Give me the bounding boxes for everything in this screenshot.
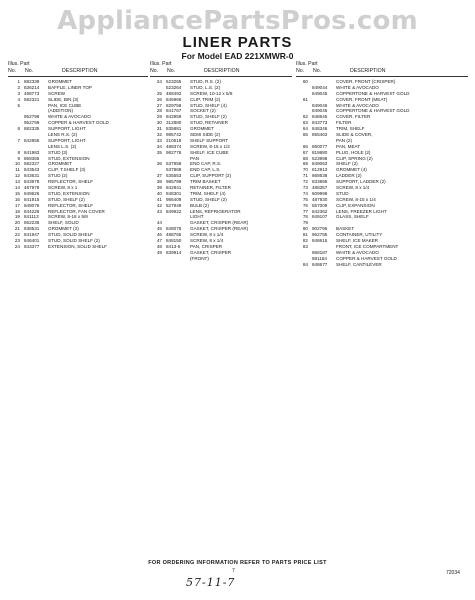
part-number: 848677	[312, 261, 328, 267]
illus-number: 46	[156, 232, 162, 238]
part-number: 838531	[24, 226, 40, 232]
part-description: STUD, L.S. (2)	[190, 84, 221, 90]
parts-column-3	[296, 60, 468, 268]
part-description: LIGHT	[190, 214, 204, 220]
part-number: 312880	[166, 120, 182, 126]
illus-number: 9	[17, 155, 20, 161]
part-number: 842362	[312, 208, 328, 214]
illus-number: 64	[302, 126, 308, 132]
part-description: GROMMET (2)	[48, 226, 79, 232]
illus-number: 63	[302, 120, 308, 126]
illus-number: 47	[156, 238, 162, 244]
part-number: 829758	[166, 102, 182, 108]
part-number: 848150	[166, 238, 182, 244]
illus-number: 67	[302, 149, 308, 155]
part-number: 523265	[166, 79, 182, 84]
part-number: 835881	[166, 126, 182, 132]
part-number: 843773	[312, 120, 328, 126]
part-number: 860077	[312, 143, 328, 149]
part-number: 812913	[312, 167, 328, 173]
part-description: STUD, SHELF (2)	[190, 114, 227, 120]
illus-number: 32	[156, 132, 162, 138]
illus-number: 20	[14, 220, 20, 226]
model-subtitle: For Model EAD 221XMWR-0	[181, 51, 294, 61]
part-description: SCREW, 8 x 1/4	[336, 185, 370, 191]
part-number: 488357	[312, 185, 328, 191]
part-number: 846401	[24, 238, 40, 244]
illus-number: 38	[156, 179, 162, 185]
illus-number: 33	[156, 137, 162, 143]
parts-list	[296, 79, 468, 268]
part-number: 488765	[166, 232, 182, 238]
part-number: 841113	[24, 214, 39, 220]
part-description: STUD (2)	[48, 173, 68, 179]
header-illus-part: Illus. Part	[150, 61, 172, 67]
part-description: SCREW, 8-15 x 1/4	[336, 196, 376, 202]
part-description: STUD, RETAINER	[190, 120, 228, 126]
table-row	[150, 256, 292, 262]
part-number: 848346	[312, 126, 328, 132]
illus-number: 23	[14, 238, 20, 244]
illus-number: 65	[302, 132, 308, 138]
column-header	[296, 60, 468, 77]
part-number: 523264	[166, 84, 182, 90]
parts-column-1	[8, 60, 148, 250]
header-description: DESCRIPTION	[350, 68, 386, 74]
illus-number: 37	[156, 173, 162, 179]
part-number: 849626	[24, 190, 40, 196]
part-description: GASKET, CRISPER	[190, 249, 232, 255]
table-row	[296, 262, 468, 268]
part-description: GROMMET (4)	[336, 167, 367, 173]
part-number: 843631	[24, 173, 40, 179]
parts-column-2	[150, 60, 292, 262]
part-description: END CAP, L.S.	[190, 167, 221, 173]
part-number: 869365	[24, 155, 40, 161]
part-description: PAN, CRISPER	[190, 243, 223, 249]
part-description: STUD, SHELF (2)	[48, 196, 85, 202]
part-description: STUD	[336, 190, 349, 196]
part-description: GASKET, CRISPER (REAR)	[190, 226, 249, 232]
part-description: CLIP, SUPPORT (2)	[190, 173, 232, 179]
part-number: 882339	[24, 79, 40, 84]
part-description: TRIM BASKET	[190, 179, 221, 185]
illus-number	[150, 256, 166, 262]
part-description: REFLECTOR, SHELF	[48, 179, 94, 185]
part-number: 868187	[312, 249, 328, 255]
part-number: 962785	[312, 232, 328, 238]
illus-number: 70	[302, 167, 308, 173]
part-number: 841915	[24, 196, 40, 202]
part-number: 839914	[166, 249, 182, 255]
part-number: 982776	[166, 149, 182, 155]
illus-number: 25	[156, 90, 162, 96]
illus-number: 84	[302, 261, 308, 267]
illus-number: 10	[14, 161, 20, 167]
part-description: LENS R.S. (2)	[48, 132, 78, 138]
header-illus-part: Illus. Part	[296, 61, 318, 67]
part-number: 952799	[24, 120, 40, 126]
part-number: 882335	[24, 126, 40, 132]
handwritten-note: 57-11-7	[186, 576, 236, 589]
illus-number: 80	[302, 226, 308, 232]
part-description: SHELF (2)	[336, 161, 358, 167]
part-description: SCREW, 8 x 1/4	[190, 232, 224, 238]
part-description: SHELF SUPPORT	[190, 137, 229, 143]
illus-number: 45	[156, 226, 162, 232]
part-description: REFLECTOR, FAN COVER	[48, 208, 105, 214]
part-description: FILTER	[336, 120, 352, 126]
part-description: CLIP, EXPANSION	[336, 202, 375, 208]
illus-number: 5	[17, 102, 20, 108]
part-description: BAFFLE, LINER TOP	[48, 84, 92, 90]
part-number: 535553	[166, 173, 182, 179]
part-number: 849922	[166, 208, 182, 214]
part-description: COPPER & HARVEST GOLD	[48, 120, 109, 126]
document-code: 72034	[446, 570, 460, 576]
illus-number: 8	[17, 149, 20, 155]
illus-number: 16	[14, 196, 20, 202]
part-description: STUD, SHELF (2)	[190, 196, 227, 202]
part-number: 845966	[166, 96, 182, 102]
part-description: FRONT, ICE COMPARTMENT	[336, 243, 399, 249]
part-description: WHITE & AVOCADO	[336, 102, 379, 108]
header-part-no: No.	[25, 68, 34, 74]
illus-number: 13	[14, 179, 20, 185]
part-description: LENS, FREEZER LIGHT	[336, 208, 387, 214]
illus-number: 24	[14, 243, 20, 249]
part-number: 582327	[24, 161, 40, 167]
part-description: SHELF, CANTILEVER	[336, 261, 382, 267]
illus-number: 66	[302, 143, 308, 149]
header-illus-part: Illus. Part	[8, 61, 30, 67]
part-description: GLASS, SHELF	[336, 214, 369, 220]
part-description: BASKET	[336, 226, 355, 232]
illus-number: 7	[17, 137, 20, 143]
part-number: 488492	[166, 90, 182, 96]
part-number: 8413-5	[166, 243, 181, 249]
illus-number: 26	[156, 96, 162, 102]
part-description: STUD, SOLID SHELF	[48, 232, 93, 238]
illus-number: 82	[302, 238, 308, 244]
part-number: 498773	[24, 90, 40, 96]
part-number: 843377	[24, 243, 40, 249]
part-description: PAN, ICE CUBE	[48, 102, 82, 108]
part-description: LENS L.S. (2)	[48, 143, 77, 149]
part-description: SCREW, 8 x 1/4	[190, 238, 224, 244]
illus-number: 2	[17, 84, 20, 90]
part-number: 848076	[166, 226, 182, 232]
header-no: No.	[296, 68, 305, 74]
illus-number: 22	[14, 232, 20, 238]
table-row	[8, 244, 148, 250]
part-description: PAN, MEAT	[336, 143, 361, 149]
part-description: STUD, EXTENSION	[48, 190, 90, 196]
part-number: 841767	[166, 108, 182, 114]
illus-number: 77	[302, 208, 308, 214]
part-description: SEMI SIDE (2)	[190, 132, 221, 138]
part-number: 833895	[312, 179, 328, 185]
illus-number: 27	[156, 102, 162, 108]
part-description: CONTAINER, UTILITY	[336, 232, 383, 238]
parts-list	[8, 79, 148, 250]
part-description: COVER, FILTER	[336, 114, 371, 120]
part-description: WHITE & AVOCADO	[336, 249, 379, 255]
illus-number: 21	[14, 226, 20, 232]
part-number: 862235	[24, 220, 40, 226]
part-description: SHELF, ICE CUBE	[190, 149, 229, 155]
part-description: SUPPORT, LIGHT	[48, 126, 86, 132]
part-number: 849063	[312, 161, 328, 167]
illus-number: 18	[14, 208, 20, 214]
part-description: COPPERTONE & HARVEST GOLD	[336, 90, 410, 96]
part-number	[166, 256, 190, 262]
part-number: 849045	[312, 90, 328, 96]
column-header	[8, 60, 148, 77]
part-description: END CAP, R.S.	[190, 161, 222, 167]
part-number: 985799	[166, 179, 182, 185]
part-description: WHITE & AVOCADO	[336, 84, 379, 90]
part-number: 843978	[24, 179, 40, 185]
illus-number: 75	[302, 196, 308, 202]
illus-number: 73	[302, 185, 308, 191]
part-number: 849046	[312, 102, 328, 108]
part-number: 849045	[312, 108, 328, 114]
part-description: REFLECTOR, SHELF	[48, 202, 94, 208]
part-description: GROMMET	[48, 79, 72, 84]
illus-number: 1	[17, 79, 20, 84]
part-description: TRIM, SHELF (4)	[190, 190, 226, 196]
part-number: 848645	[312, 114, 328, 120]
illus-number: 49	[156, 249, 162, 255]
part-description: SLIDE & COVER,	[336, 132, 373, 138]
part-description: RETAINER, FILTER	[190, 185, 231, 191]
part-number: 842855	[24, 137, 40, 143]
illus-number: 17	[14, 202, 20, 208]
illus-number: 43	[156, 208, 162, 214]
part-description: GROMMET	[190, 126, 214, 132]
part-number: 843543	[24, 167, 40, 173]
page-title: LINER PARTS	[182, 34, 293, 51]
part-description: SCREW, 10-12 x 5/8	[190, 90, 233, 96]
illus-number: 11	[15, 167, 20, 173]
part-number: 868638	[312, 173, 328, 179]
part-description: EXTENSION, SOLID SHELF	[48, 243, 107, 249]
parts-list	[150, 79, 292, 262]
part-number: 848301	[166, 190, 182, 196]
page-number: 7	[232, 568, 235, 574]
part-number: 855463	[312, 132, 328, 138]
part-number: 527949	[166, 202, 182, 208]
illus-number: 30	[156, 120, 162, 126]
illus-number: 60	[302, 79, 308, 84]
part-number: 210518	[166, 137, 182, 143]
part-description: PLUG, HOLE (2)	[336, 149, 371, 155]
part-description: LENS, REFRIGERATOR	[190, 208, 241, 214]
illus-number: 74	[302, 190, 308, 196]
part-number: 537868	[166, 167, 182, 173]
part-number: 849107	[312, 214, 328, 220]
part-description: STUD, SHELF (4)	[190, 102, 227, 108]
part-description: SOCKET (2)	[190, 108, 216, 114]
illus-number: 4	[17, 96, 20, 102]
part-number: 848615	[312, 238, 328, 244]
part-number: 842841	[166, 185, 182, 191]
part-number: 842959	[166, 114, 182, 120]
column-header	[150, 60, 292, 77]
part-number: 582321	[24, 96, 40, 102]
header-description: DESCRIPTION	[204, 68, 240, 74]
part-description: COPPER & HARVEST GOLD	[336, 255, 397, 261]
illus-number: 29	[156, 114, 162, 120]
part-description: WHITE & AVOCADO	[48, 114, 91, 120]
part-description: STUD, SOLID SHELF (2)	[48, 238, 100, 244]
part-number: 986409	[166, 196, 182, 202]
part-description: BULB (2)	[190, 202, 209, 208]
part-description: SLIDE, BIN (3)	[48, 96, 79, 102]
illus-number: 42	[156, 202, 162, 208]
part-number: 985742	[166, 132, 182, 138]
illus-number: 69	[302, 161, 308, 167]
illus-number: 79	[302, 220, 308, 226]
illus-number: 78	[302, 214, 308, 220]
illus-number: 6	[17, 126, 20, 132]
part-number: 609999	[312, 190, 328, 196]
illus-number: 3	[17, 90, 20, 96]
header-part-no: No.	[313, 68, 322, 74]
illus-number: 35	[156, 149, 162, 155]
part-description: SUPPORT, LIGHT	[48, 137, 86, 143]
part-description: (FRONT)	[190, 255, 209, 261]
part-description: STUD, R.S. (2)	[190, 79, 221, 84]
part-number: 841983	[24, 149, 40, 155]
part-description: COPPERTONE & HARVEST GOLD	[336, 108, 410, 114]
part-number: 849044	[312, 84, 328, 90]
illus-number: 40	[156, 190, 162, 196]
part-number: 487978	[24, 185, 40, 191]
illus-number: 19	[14, 214, 20, 220]
illus-number: 41	[156, 196, 162, 202]
illus-number: 44	[156, 220, 162, 226]
part-description: SCREW, 8-18 x 5/8	[48, 214, 88, 220]
header-description: DESCRIPTION	[62, 68, 98, 74]
illus-number: 15	[14, 190, 20, 196]
part-description: CLIP, SPRING (2)	[336, 155, 373, 161]
part-description: SCREW	[48, 90, 66, 96]
part-description: SCREW, 8 x 1	[48, 185, 78, 191]
part-description: SUPPORT, LADDER (2)	[336, 179, 386, 185]
part-number: 488374	[166, 143, 182, 149]
part-description: COVER, FRONT (CRISPER)	[336, 79, 396, 84]
illus-number: 72	[302, 179, 308, 185]
part-description: TRIM, SHELF	[336, 126, 365, 132]
illus-number: 28	[156, 108, 162, 114]
ordering-footer: FOR ORDERING INFORMATION REFER TO PARTS PRICE LIST	[148, 560, 327, 566]
illus-number: 39	[156, 185, 162, 191]
watermark-logo: AppliancePartsPros.com	[57, 6, 418, 36]
part-number: 841947	[24, 232, 40, 238]
part-description: SCREW, 8-15 x 1/2	[190, 143, 230, 149]
illus-number: 71	[302, 173, 308, 179]
part-description: (ADDITION)	[48, 108, 74, 114]
illus-number: 81	[302, 232, 308, 238]
part-description: STUD, EXTENSION	[48, 155, 90, 161]
illus-number: 48	[156, 243, 162, 249]
illus-number: 34	[156, 143, 162, 149]
part-number: 844228	[24, 208, 40, 214]
part-description: PAN	[190, 155, 200, 161]
illus-number: 31	[156, 126, 162, 132]
part-number: 819880	[312, 149, 328, 155]
header-no: No.	[150, 68, 159, 74]
part-number: 557009	[312, 202, 328, 208]
header-no: No.	[8, 68, 17, 74]
part-number: 836214	[24, 84, 40, 90]
illus-number: 61	[302, 96, 308, 102]
illus-number: 14	[14, 185, 20, 191]
part-number: 881184	[312, 255, 327, 261]
illus-number: 36	[156, 161, 162, 167]
illus-number: 62	[302, 114, 308, 120]
part-description: GROMMET	[48, 161, 72, 167]
part-number: 523998	[312, 155, 328, 161]
part-number: 537858	[166, 161, 182, 167]
part-description: GASKET, CRISPER (REAR)	[190, 220, 249, 226]
header-part-no: No.	[167, 68, 176, 74]
part-description: CLIP, T.SHELF (3)	[48, 167, 86, 173]
part-description: LADDER (2)	[336, 173, 362, 179]
illus-number: 83	[302, 243, 308, 249]
part-number: 849076	[24, 202, 40, 208]
illus-number: 76	[302, 202, 308, 208]
part-description: CLIP, TRIM (2)	[190, 96, 221, 102]
part-number: 487930	[312, 196, 328, 202]
part-description: COVER, FRONT (MEAT)	[336, 96, 388, 102]
part-description: SHELF, SOLID	[48, 220, 79, 226]
illus-number: 12	[14, 173, 20, 179]
illus-number: 24	[156, 79, 162, 84]
part-description: SHELF, ICE MAKER	[336, 238, 379, 244]
part-number: 952798	[24, 114, 40, 120]
part-description: STUD (3)	[48, 149, 68, 155]
part-number: 902795	[312, 226, 328, 232]
illus-number: 68	[302, 155, 308, 161]
part-description: PAN (2)	[336, 137, 352, 143]
